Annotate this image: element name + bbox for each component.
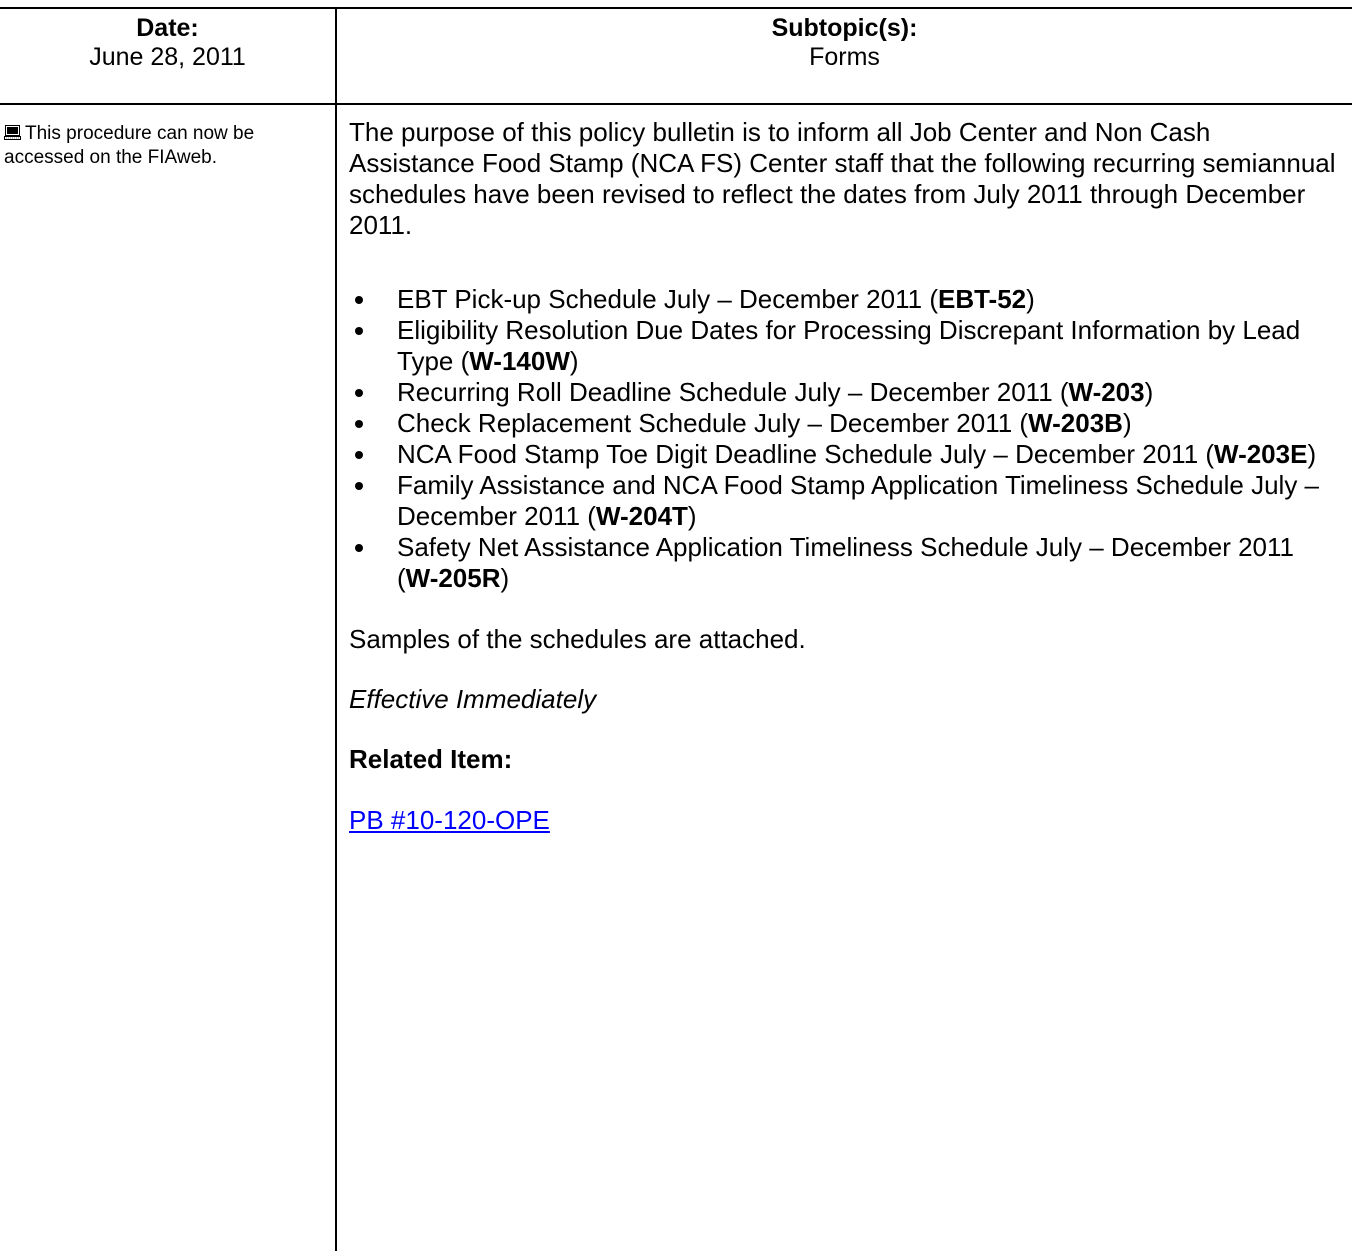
form-code: W-205R [405,563,501,593]
form-code: W-203B [1028,408,1123,438]
bullet-icon [355,327,363,335]
list-item-text: Family Assistance and NCA Food Stamp Application Timeliness Schedule July – December 2011 [397,470,1320,531]
list-item-text: NCA Food Stamp Toe Digit Deadline Schedule July – December 2011 [397,439,1199,469]
intro-paragraph: The purpose of this policy bulletin is to inform all Job Center and Non Cash Assistance Food Stamp (NCA FS) Center staff that the following recurring semiannual schedules have been revised to reflect the dates from July 2011 through December 2011. [349,117,1336,240]
effective-note: Effective Immediately [349,684,597,714]
list-item-text: Check Replacement Schedule July – December 2011 [397,408,1013,438]
list-item-text: Eligibility Resolution Due Dates for Processing Discrepant Information by Lead Type [397,315,1301,376]
list-item: Safety Net Assistance Application Timeliness Schedule July – December 2011 (W-205R) [349,532,1339,594]
related-item-link[interactable]: PB #10-120-OPE [349,805,550,835]
sidebar-note [4,122,326,170]
schedule-list [349,284,1339,594]
date-value: June 28, 2011 [89,43,246,71]
bullet-icon [355,389,363,397]
top-rule [0,7,1352,9]
subtopic-value: Forms [809,43,880,71]
subtopic-label: Subtopic(s): [771,14,918,42]
form-code: W-204T [595,501,688,531]
date-label: Date: [136,14,199,42]
bulletin-body [349,117,1339,836]
sidebar-note-text: This procedure can now be accessed on the FIAweb. [4,123,255,168]
computer-icon [4,125,21,140]
form-code: EBT-52 [937,284,1027,314]
header-divider [0,103,1352,105]
samples-note: Samples of the schedules are attached. [349,624,806,654]
related-item-heading: Related Item: [349,744,513,774]
bullet-icon [355,451,363,459]
bullet-icon [355,420,363,428]
bullet-icon [355,296,363,304]
subtopic-cell [337,10,1352,72]
form-code: W-203 [1068,377,1145,407]
list-item: NCA Food Stamp Toe Digit Deadline Schedule July – December 2011 (W-203E) [349,439,1339,470]
date-cell [0,10,335,72]
list-item-text: Safety Net Assistance Application Timeliness Schedule July – December 2011 [397,532,1294,562]
list-item: Check Replacement Schedule July – December 2011 (W-203B) [349,408,1339,439]
bullet-icon [355,482,363,490]
list-item-text: Recurring Roll Deadline Schedule July – December 2011 [397,377,1053,407]
form-code: W-140W [469,346,570,376]
list-item: Recurring Roll Deadline Schedule July – December 2011 (W-203) [349,377,1339,408]
list-item: Eligibility Resolution Due Dates for Processing Discrepant Information by Lead Type (W-140W) [349,315,1339,377]
bullet-icon [355,544,363,552]
list-item: EBT Pick-up Schedule July – December 2011 (EBT-52) [349,284,1339,315]
form-code: W-203E [1214,439,1308,469]
column-divider [335,7,337,1251]
list-item-text: EBT Pick-up Schedule July – December 2011 [397,284,923,314]
list-item: Family Assistance and NCA Food Stamp Application Timeliness Schedule July – December 2011 (W-204T) [349,470,1339,532]
